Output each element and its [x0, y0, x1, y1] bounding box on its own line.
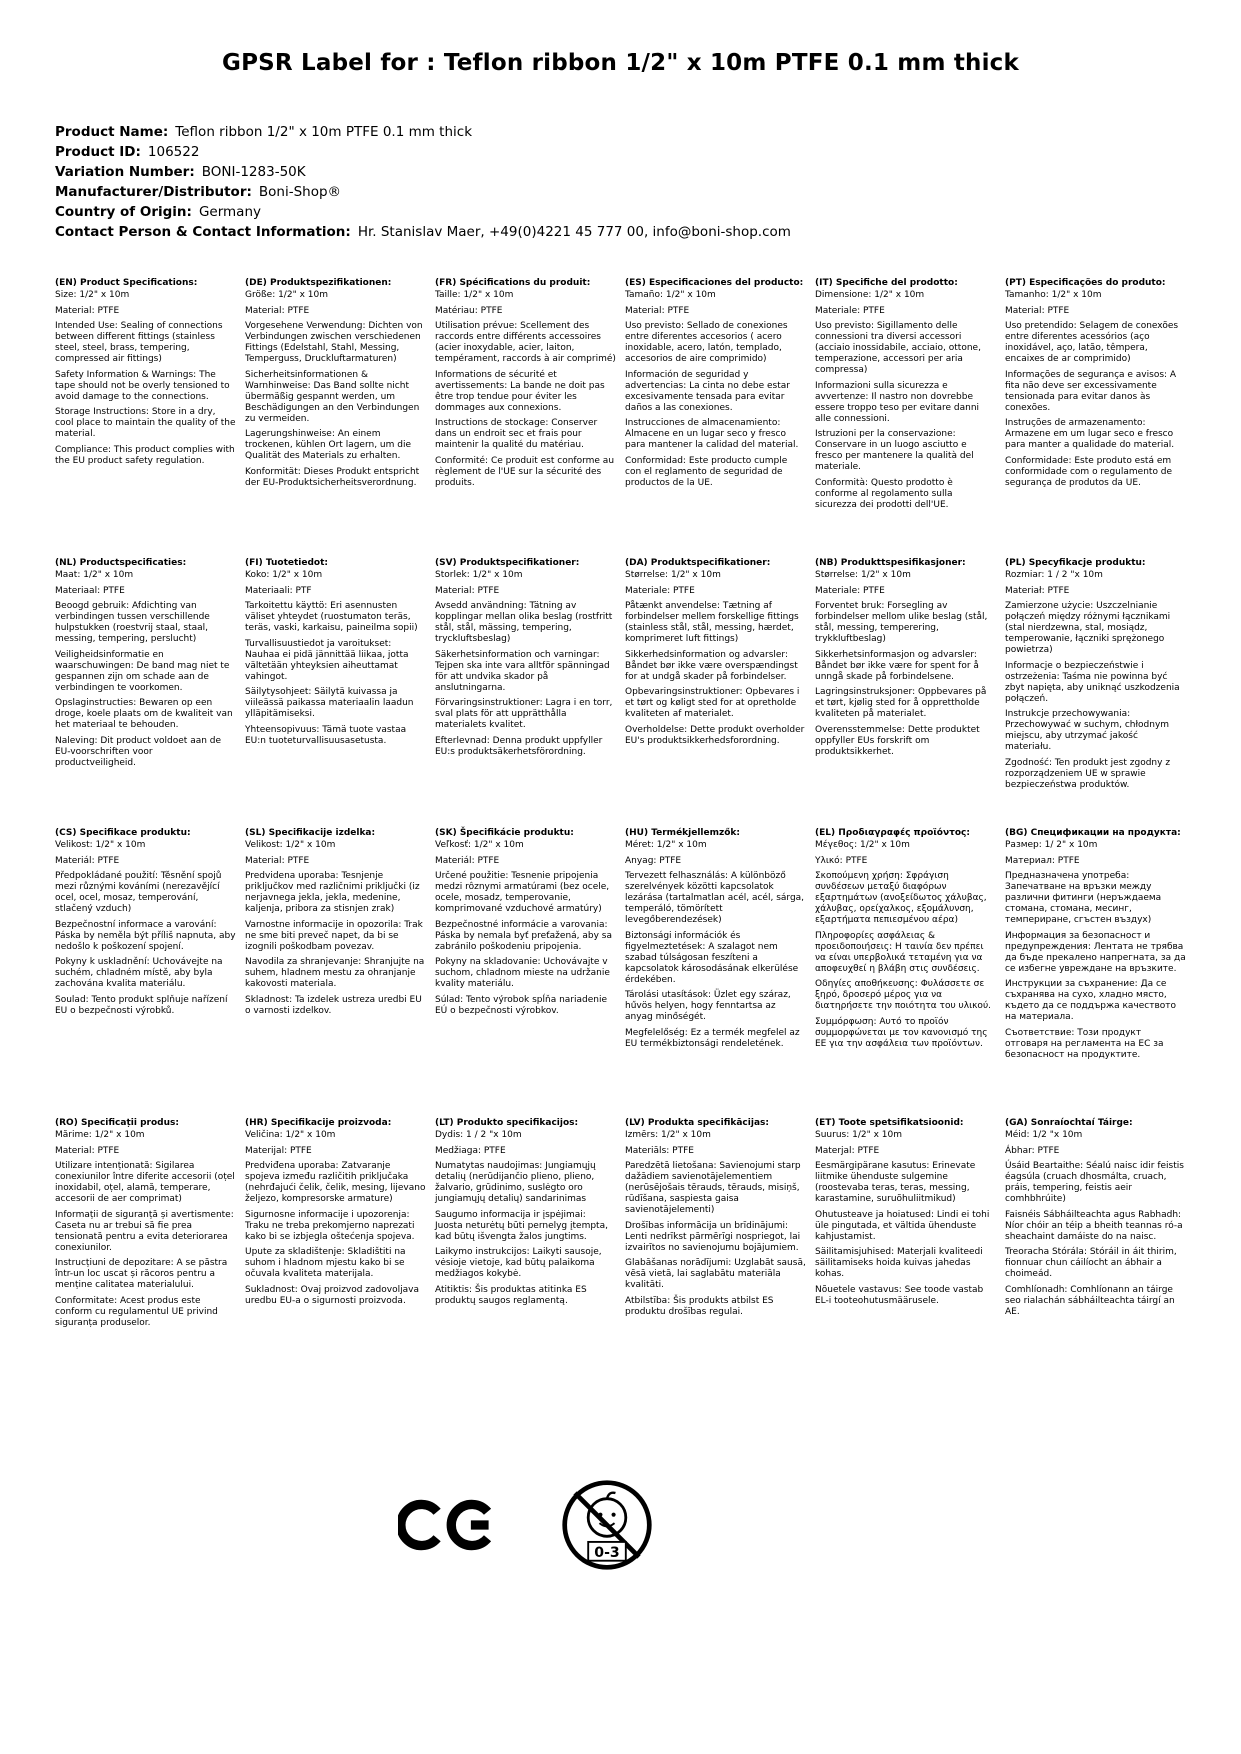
spec-paragraph: Veličina: 1/2" x 10m — [245, 1130, 336, 1140]
spec-paragraph: Méid: 1/2 "x 10m — [1005, 1130, 1083, 1140]
spec-paragraph: Instructions de stockage: Conserver dans un endroit sec et frais pour maintenir la qualité du matériau. — [435, 418, 598, 450]
spec-paragraph: Material: PTFE — [245, 305, 310, 316]
spec-paragraph: Σκοπούμενη χρήση: Σφράγιση συνδέσεων μεταξύ διαφόρων εξαρτημάτων (ανοξείδωτος χάλυβας, χάλυβας, ορείχαλκος, εξομάλυνση, εξαρτήματα πεπιεσμένου αέρα) — [815, 871, 987, 925]
spec-paragraph: Sikkerhetsinformasjon og advarsler: Båndet bør ikke være for spent for å unngå skade på forbindelsene. — [815, 649, 979, 682]
spec-paragraph: Opslaginstructies: Bewaren op een droge, koele plaats om de kwaliteit van het materiaal te behouden. — [55, 698, 233, 730]
spec-paragraph: Veľkosť: 1/2" x 10m — [435, 840, 524, 850]
spec-paragraph: Material: PTFE — [625, 305, 690, 316]
language-section-hr — [245, 1118, 426, 1333]
language-section-lv — [625, 1118, 806, 1333]
language-section-bg — [1005, 828, 1186, 1118]
spec-paragraph: Méret: 1/2" x 10m — [625, 840, 707, 850]
spec-paragraph: Suurus: 1/2" x 10m — [815, 1130, 902, 1140]
language-section-heading: (SV) Produktspecifikationer: — [435, 558, 580, 568]
spec-paragraph: Υλικό: PTFE — [815, 855, 868, 866]
product-info-value: 106522 — [147, 144, 200, 160]
product-info-block — [55, 122, 791, 242]
spec-paragraph: Comhlíonadh: Comhlíonann an táirge seo rialachán sábháilteachta táirgí an AE. — [1005, 1284, 1175, 1317]
product-info-value: Boni-Shop® — [258, 184, 342, 200]
language-section-heading: (DA) Produktspecifikationer: — [625, 558, 771, 568]
spec-paragraph: Eesmärgipärane kasutus: Erinevate liitmike ühenduste sulgemine (roostevaba teras, teras, messing, karastamine, suruõhuliitmikud) — [815, 1161, 976, 1204]
spec-paragraph: Μέγεθος: 1/2" x 10m — [815, 840, 910, 850]
language-section-sk — [435, 828, 616, 1118]
spec-paragraph: Dydis: 1 / 2 "x 10m — [435, 1130, 522, 1140]
product-info-value: Germany — [198, 204, 261, 220]
language-section-heading: (HR) Specifikacije proizvoda: — [245, 1118, 392, 1128]
language-section-heading: (RO) Specificații produs: — [55, 1118, 179, 1128]
spec-paragraph: Soulad: Tento produkt splňuje nařízení EU o bezpečnosti výrobků. — [55, 994, 228, 1016]
spec-paragraph: Instrucciones de almacenamiento: Almacene en un lugar seco y fresco para mantener la calidad del material. — [625, 418, 799, 450]
product-info-label: Country of Origin: — [55, 204, 192, 220]
spec-paragraph: Lagringsinstruksjoner: Oppbevares på et tørt, kjølig sted for å opprettholde kvaliteten på materialet. — [815, 687, 987, 719]
spec-paragraph: Velikost: 1/2" x 10m — [55, 840, 146, 850]
spec-paragraph: Material: PTFE — [55, 305, 120, 316]
language-section-heading: (NL) Productspecificaties: — [55, 558, 187, 568]
language-section-el — [815, 828, 996, 1118]
spec-paragraph: Předpokládané použití: Těsnění spojů mezi různými kováními (nerezavějící ocel, ocel, mosaz, temperování, stlačený vzduch) — [55, 871, 222, 914]
spec-paragraph: Размер: 1/ 2" x 10m — [1005, 840, 1098, 850]
language-section-heading: (PL) Specyfikacje produktu: — [1005, 558, 1146, 568]
language-section-cs — [55, 828, 236, 1118]
spec-paragraph: Biztonsági információk és figyelmeztetések: A szalagot nem szabad túlságosan feszíteni a kapcsolatok károsodásának elkerülése érdekében. — [625, 930, 799, 985]
language-section-ga — [1005, 1118, 1186, 1333]
product-info-value: BONI-1283-50K — [201, 164, 306, 180]
spec-paragraph: Materiāls: PTFE — [625, 1145, 694, 1156]
spec-paragraph: Zamierzone użycie: Uszczelnianie połączeń między różnymi łącznikami (stal nierdzewna, stal, mosiądz, temperowanie, łączniki sprężonego powietrza) — [1005, 601, 1171, 655]
language-section-heading: (GA) Sonraíochtaí Táirge: — [1005, 1118, 1133, 1128]
product-info-row — [55, 182, 791, 202]
language-section-heading: (SK) Špecifikácie produktu: — [435, 828, 574, 838]
spec-paragraph: Laikymo instrukcijos: Laikyti sausoje, vėsioje vietoje, kad būtų palaikoma medžiagos kokybė. — [435, 1247, 602, 1279]
spec-paragraph: Konformität: Dieses Produkt entspricht der EU-Produktsicherheitsverordnung. — [245, 466, 420, 488]
spec-paragraph: Uso previsto: Sigillamento delle connessioni tra diversi accessori (acciaio inossidabile, acciaio, ottone, temperazione, accessori per aria compressa) — [815, 321, 981, 375]
spec-paragraph: Uso previsto: Sellado de conexiones entre diferentes accesorios ( acero inoxidable, acero, latón, templado, accesorios de aire comprimido) — [625, 321, 788, 364]
spec-paragraph: Materijal: PTFE — [245, 1145, 312, 1156]
age-warning-0-3-icon — [560, 1478, 654, 1572]
language-section-heading: (EN) Product Specifications: — [55, 278, 198, 288]
language-section-heading: (BG) Спецификации на продукта: — [1005, 828, 1181, 838]
language-section-nb — [815, 558, 996, 828]
language-section-pt — [1005, 278, 1186, 558]
product-info-row — [55, 222, 791, 242]
language-section-ro — [55, 1118, 236, 1333]
spec-paragraph: Información de seguridad y advertencias: La cinta no debe estar excesivamente tensada para evitar daños a las conexiones. — [625, 369, 790, 413]
spec-paragraph: Säilitamisjuhised: Materjali kvaliteedi säilitamiseks hoida kuivas jahedas kohas. — [815, 1247, 983, 1279]
spec-paragraph: Veiligheidsinformatie en waarschuwingen: De band mag niet te gespannen zijn om schade aan de verbindingen te voorkomen. — [55, 649, 230, 693]
language-section-nl — [55, 558, 236, 828]
spec-paragraph: Predvidena uporaba: Tesnjenje priključkov med različnimi priključki (iz nerjavnega jekla, jekla, medenine, kaljenja, pribora za stisnjen zrak) — [245, 871, 420, 914]
spec-paragraph: Medžiaga: PTFE — [435, 1145, 506, 1156]
product-info-label: Product Name: — [55, 124, 169, 140]
spec-paragraph: Material: PTFE — [55, 1145, 120, 1156]
language-section-da — [625, 558, 806, 828]
spec-paragraph: Materiale: PTFE — [815, 585, 885, 596]
spec-paragraph: Intended Use: Sealing of connections between different fittings (stainless steel, steel, brass, tempering, compressed air fittings) — [55, 321, 223, 364]
spec-paragraph: Material: PTFE — [435, 585, 500, 596]
spec-paragraph: Påtænkt anvendelse: Tætning af forbindelser mellem forskellige fittings (stainless stål, stål, messing, hærdet, komprimeret luft fittings) — [625, 601, 799, 644]
spec-paragraph: Storlek: 1/2" x 10m — [435, 570, 523, 580]
spec-paragraph: Informacje o bezpieczeństwie i ostrzeżenia: Taśma nie powinna być zbyt napięta, aby uniknąć uszkodzenia połączeń. — [1005, 660, 1180, 704]
spec-paragraph: Säkerhetsinformation och varningar: Tejpen ska inte vara alltför spänningad för att undvika skador på anslutningarna. — [435, 649, 610, 693]
spec-paragraph: Nõuetele vastavus: See toode vastab EL-i tooteohutusmäärusele. — [815, 1284, 984, 1306]
language-section-pl — [1005, 558, 1186, 828]
language-section-es — [625, 278, 806, 558]
spec-paragraph: Предназначена употреба: Запечатване на връзки между различни фитинги (неръждаема стомана, стомана, месинг, темпериране, сгъстен въздух) — [1005, 871, 1162, 925]
spec-paragraph: Bezpečnostní informace a varování: Páska by neměla být příliš napnuta, aby nedošlo k poškození spojení. — [55, 919, 236, 952]
spec-paragraph: Størrelse: 1/2" x 10m — [815, 570, 911, 580]
spec-paragraph: Anyag: PTFE — [625, 855, 682, 866]
spec-paragraph: Materiale: PTFE — [815, 305, 885, 316]
spec-paragraph: Informations de sécurité et avertissements: La bande ne doit pas être trop tendue pour éviter les dommages aux connexions. — [435, 369, 605, 413]
spec-paragraph: Opbevaringsinstruktioner: Opbevares i et tørt og køligt sted for at opretholde kvaliteten af materialet. — [625, 687, 800, 719]
spec-paragraph: Predviđena uporaba: Zatvaranje spojeva između različitih priključaka (nehrđajući čelik, čelik, mesing, lijevano željezo, kompresorske armature) — [245, 1161, 426, 1204]
language-section-heading: (ET) Toote spetsifikatsioonid: — [815, 1118, 964, 1128]
spec-paragraph: Koko: 1/2" x 10m — [245, 570, 323, 580]
spec-paragraph: Vorgesehene Verwendung: Dichten von Verbindungen zwischen verschiedenen Fittings (Edelstahl, Stahl, Messing, Temperguss, Druckluftarmaturen) — [245, 321, 423, 364]
spec-paragraph: Overensstemmelse: Dette produktet oppfyller EUs forskrift om produktsikkerhet. — [815, 724, 980, 757]
spec-paragraph: Информация за безопасност и предупреждения: Лентата не трябва да бъде прекалено напрегната, за да се избегне увреждане на връзките. — [1005, 930, 1186, 974]
spec-paragraph: Avsedd användning: Tätning av kopplingar mellan olika beslag (rostfritt stål, stål, mässing, tempering, tryckluftsbeslag) — [435, 601, 613, 644]
spec-paragraph: Matériau: PTFE — [435, 305, 503, 316]
spec-paragraph: Navodila za shranjevanje: Shranjujte na suhem, hladnem mestu za ohranjanje kakovosti materiala. — [245, 957, 425, 989]
spec-paragraph: Efterlevnad: Denna produkt uppfyller EU:s produktsäkerhetsförordning. — [435, 735, 603, 757]
spec-paragraph: Naleving: Dit product voldoet aan de EU-voorschriften voor productveiligheid. — [55, 735, 222, 768]
spec-paragraph: Faisnéis Sábháilteachta agus Rabhadh: Níor chóir an téip a bheith teannas ró-a sheachaint damáiste do na naisc. — [1005, 1209, 1183, 1242]
spec-paragraph: Tamaño: 1/2" x 10m — [625, 290, 716, 300]
spec-paragraph: Paredzētā lietošana: Savienojumi starp dažādiem savienotājelementiem (nerūsējošais tērauds, tērauds, misiņš, rūdīšana, saspiesta gaisa savienotājelementi) — [625, 1161, 801, 1215]
spec-paragraph: Съответствие: Този продукт отговаря на регламента на ЕС за безопасност на продуктите. — [1005, 1027, 1164, 1060]
spec-paragraph: Forventet bruk: Forsegling av forbindelser mellom ulike beslag (stål, stål, messing, temperering, trykkluftbeslag) — [815, 601, 988, 644]
spec-paragraph: Overholdelse: Dette produkt overholder EU's produktsikkerhedsforordning. — [625, 724, 805, 746]
spec-paragraph: Úsáid Beartaithe: Séalú naisc idir feistis éagsúla (cruach dhosmálta, cruach, práis, tempering, feistis aeir comhbhrúite) — [1005, 1161, 1184, 1204]
product-info-row — [55, 122, 791, 142]
spec-paragraph: Izmērs: 1/2" x 10m — [625, 1130, 711, 1140]
spec-paragraph: Materiál: PTFE — [435, 855, 500, 866]
spec-paragraph: Informações de segurança e avisos: A fita não deve ser excessivamente tensionada para evitar danos às conexões. — [1005, 369, 1177, 413]
spec-paragraph: Förvaringsinstruktioner: Lagra i en torr, sval plats för att upprätthålla materialets kvalitet. — [435, 698, 613, 730]
product-info-row — [55, 202, 791, 222]
spec-paragraph: Lagerungshinweise: An einem trockenen, kühlen Ort lagern, um die Qualität des Materials zu erhalten. — [245, 429, 412, 461]
spec-paragraph: Ábhar: PTFE — [1005, 1145, 1060, 1156]
spec-paragraph: Bezpečnostné informácie a varovania: Páska by nemala byť preťažená, aby sa zabránilo poškodeniu pripojenia. — [435, 919, 613, 952]
spec-paragraph: Materjal: PTFE — [815, 1145, 880, 1156]
spec-paragraph: Informații de siguranță și avertismente: Caseta nu ar trebui să fie prea tensionată pentru a evita deteriorarea conexiunilor. — [55, 1209, 234, 1253]
spec-paragraph: Yhteensopivuus: Tämä tuote vastaa EU:n tuoteturvallisuusasetusta. — [245, 724, 407, 746]
language-section-heading: (FI) Tuotetiedot: — [245, 558, 329, 568]
spec-paragraph: Maat: 1/2" x 10m — [55, 570, 134, 580]
language-section-et — [815, 1118, 996, 1333]
label-grid — [55, 278, 1186, 1333]
spec-paragraph: Conformidade: Este produto está em conformidade com o regulamento de segurança de produtos da UE. — [1005, 455, 1173, 488]
language-section-heading: (LT) Produkto specifikacijos: — [435, 1118, 579, 1128]
language-section-heading: (PT) Especificações do produto: — [1005, 278, 1166, 288]
language-section-heading: (ES) Especificaciones del producto: — [625, 278, 804, 288]
spec-paragraph: Safety Information & Warnings: The tape should not be overly tensioned to avoid damage to the connections. — [55, 369, 230, 402]
spec-paragraph: Súlad: Tento výrobok spĺňa nariadenie EÚ o bezpečnosti výrobkov. — [435, 994, 608, 1016]
spec-paragraph: Ohutusteave ja hoiatused: Lindi ei tohi üle pingutada, et vältida ühenduste kahjustamist. — [815, 1209, 990, 1242]
spec-paragraph: Pokyny k uskladnění: Uchovávejte na suchém, chladném místě, aby byla zachována kvalita materiálu. — [55, 957, 223, 989]
spec-paragraph: Uso pretendido: Selagem de conexões entre diferentes acessórios (aço inoxidável, aço, latão, têmpera, encaixes de ar comprimido) — [1005, 321, 1179, 364]
spec-paragraph: Sicherheitsinformationen & Warnhinweise: Das Band sollte nicht übermäßig gespannt werden, um Beschädigungen an den Verbindungen zu vermeiden. — [245, 369, 420, 424]
spec-paragraph: Saugumo informacija ir įspėjimai: Juosta neturėtų būti pernelyg įtempta, kad būtų išvengta žalos jungtims. — [435, 1209, 608, 1242]
product-info-value: Hr. Stanislav Maer, +49(0)4221 45 777 00, info@boni-shop.com — [357, 224, 791, 240]
product-info-label: Variation Number: — [55, 164, 195, 180]
language-section-fr — [435, 278, 616, 558]
spec-paragraph: Sigurnosne informacije i upozorenja: Traku ne treba prekomjerno naprezati kako bi se izbjegla oštećenja spojeva. — [245, 1209, 415, 1242]
spec-paragraph: Dimensione: 1/2" x 10m — [815, 290, 925, 300]
spec-paragraph: Skladnost: Ta izdelek ustreza uredbi EU o varnosti izdelkov. — [245, 994, 422, 1016]
spec-paragraph: Materiaal: PTFE — [55, 585, 125, 596]
spec-paragraph: Glabāšanas norādījumi: Uzglabāt sausā, vēsā vietā, lai saglabātu materiāla kvalitāti. — [625, 1258, 806, 1290]
language-section-heading: (FR) Spécifications du produit: — [435, 278, 591, 288]
spec-paragraph: Instrucțiuni de depozitare: A se păstra într-un loc uscat și răcoros pentru a menține calitatea materialului. — [55, 1258, 228, 1290]
spec-paragraph: Sukladnost: Ovaj proizvod zadovoljava uredbu EU-a o sigurnosti proizvoda. — [245, 1284, 419, 1306]
spec-paragraph: Material: PTFE — [245, 855, 310, 866]
language-section-sl — [245, 828, 426, 1118]
product-info-row — [55, 162, 791, 182]
spec-paragraph: Tamanho: 1/2" x 10m — [1005, 290, 1102, 300]
language-section-heading: (HU) Termékjellemzők: — [625, 828, 741, 838]
language-section-en — [55, 278, 236, 558]
product-info-label: Contact Person & Contact Information: — [55, 224, 351, 240]
spec-paragraph: Istruzioni per la conservazione: Conservare in un luogo asciutto e fresco per mantenere la qualità del materiale. — [815, 429, 974, 472]
spec-paragraph: Numatytas naudojimas: Jungiamųjų detalių (nerūdijančio plieno, plieno, žalvario, grūdinimo, suslėgto oro jungiamųjų detalių) sandarinimas — [435, 1161, 596, 1204]
product-info-label: Product ID: — [55, 144, 141, 160]
spec-paragraph: Size: 1/2" x 10m — [55, 290, 130, 300]
spec-paragraph: Größe: 1/2" x 10m — [245, 290, 328, 300]
spec-paragraph: Beoogd gebruik: Afdichting van verbindingen tussen verschillende hulpstukken (roestvrij staal, staal, messing, tempering, perslucht) — [55, 601, 210, 644]
spec-paragraph: Varnostne informacije in opozorila: Trak ne sme biti preveč napet, da bi se izognili poškodbam povezav. — [245, 919, 423, 952]
spec-paragraph: Säilytysohjeet: Säilytä kuivassa ja viileässä paikassa materiaalin laadun ylläpitämiseksi. — [245, 687, 414, 719]
language-section-sv — [435, 558, 616, 828]
spec-paragraph: Συμμόρφωση: Αυτό το προϊόν συμμορφώνεται με τον κανονισμό της ΕΕ για την ασφάλεια των προϊόντων. — [815, 1016, 988, 1049]
product-info-label: Manufacturer/Distributor: — [55, 184, 252, 200]
spec-paragraph: Drošības informācija un brīdinājumi: Lenti nedrīkst pārmērīgi nospriegot, lai izvairītos no savienojumu bojājumiem. — [625, 1220, 801, 1253]
spec-paragraph: Οδηγίες αποθήκευσης: Φυλάσσετε σε ξηρό, δροσερό μέρος για να διατηρήσετε την ποιότητα του υλικού. — [815, 979, 992, 1011]
language-section-heading: (IT) Specifiche del prodotto: — [815, 278, 958, 288]
spec-paragraph: Určené použitie: Tesnenie pripojenia medzi rôznymi armatúrami (bez ocele, ocele, mosadz, temperovanie, komprimované vzduchové armatúry) — [435, 871, 610, 914]
page-title: GPSR Label for : Teflon ribbon 1/2" x 10m PTFE 0.1 mm thick — [221, 50, 1020, 76]
spec-paragraph: Conformidad: Este producto cumple con el reglamento de seguridad de productos de la UE. — [625, 455, 788, 488]
spec-paragraph: Instruções de armazenamento: Armazene em um lugar seco e fresco para manter a qualidade do material. — [1005, 418, 1175, 450]
language-section-lt — [435, 1118, 616, 1333]
spec-paragraph: Mărime: 1/2" x 10m — [55, 1130, 145, 1140]
spec-paragraph: Инструкции за съхранение: Да се съхранява на сухо, хладно място, където да се поддържа качеството на материала. — [1005, 979, 1177, 1022]
spec-paragraph: Zgodność: Ten produkt jest zgodny z rozporządzeniem UE w sprawie bezpieczeństwa produktów. — [1005, 757, 1171, 790]
language-section-heading: (EL) Προδιαγραφές προϊόντος: — [815, 828, 970, 838]
language-section-heading: (SL) Specifikacije izdelka: — [245, 828, 376, 838]
spec-paragraph: Sikkerhedsinformation og advarsler: Båndet bør ikke være overspændingst for at undgå skader på forbindelser. — [625, 649, 798, 682]
language-section-heading: (LV) Produkta specifikācijas: — [625, 1118, 769, 1128]
spec-paragraph: Conformitate: Acest produs este conform cu regulamentul UE privind siguranța produselor. — [55, 1295, 218, 1328]
spec-paragraph: Taille: 1/2" x 10m — [435, 290, 514, 300]
spec-paragraph: Материал: PTFE — [1005, 855, 1080, 866]
spec-paragraph: Utilisation prévue: Scellement des raccords entre différents accessoires (acier inoxydable, acier, laiton, tempérament, raccords à air comprimé) — [435, 321, 616, 364]
spec-paragraph: Tárolási utasítások: Üzlet egy száraz, hűvös helyen, hogy fenntartsa az anyag minőségét. — [625, 990, 791, 1022]
spec-paragraph: Atbilstība: Šis produkts atbilst ES produktu drošības regulai. — [625, 1295, 774, 1317]
language-section-heading: (DE) Produktspezifikationen: — [245, 278, 392, 288]
spec-paragraph: Turvallisuustiedot ja varoitukset: Nauhaa ei pidä jännittää liikaa, jotta vältetään yhteyksien aiheuttamat vahingot. — [245, 638, 409, 682]
spec-paragraph: Pokyny na skladovanie: Uchovávajte v suchom, chladnom mieste na udržanie kvality materiálu. — [435, 957, 610, 989]
spec-paragraph: Storage Instructions: Store in a dry, cool place to maintain the quality of the material. — [55, 407, 236, 439]
spec-paragraph: Megfelelőség: Ez a termék megfelel az EU termékbiztonsági rendeletének. — [625, 1027, 800, 1049]
spec-paragraph: Tervezett felhasználás: A különböző szerelvények közötti kapcsolatok lezárása (tartalmatlan acél, acél, sárga, temperáló, tömörített levegőberendezések) — [625, 871, 805, 925]
language-section-fi — [245, 558, 426, 828]
language-section-de — [245, 278, 426, 558]
ce-mark-icon — [398, 1497, 498, 1553]
spec-paragraph: Instrukcje przechowywania: Przechowywać w suchym, chłodnym miejscu, aby utrzymać jakość materiału. — [1005, 709, 1170, 752]
spec-paragraph: Conformité: Ce produit est conforme au règlement de l'UE sur la sécurité des produits. — [435, 455, 615, 488]
spec-paragraph: Compliance: This product complies with the EU product safety regulation. — [55, 444, 235, 466]
age-warning-label: 0-3 — [594, 1544, 620, 1561]
spec-paragraph: Πληροφορίες ασφάλειας & προειδοποιήσεις: Η ταινία δεν πρέπει να είναι υπερβολικά τεταμένη για να αποφευχθεί η βλάβη στις συνδέσεις. — [815, 930, 984, 974]
spec-paragraph: Velikost: 1/2" x 10m — [245, 840, 336, 850]
spec-paragraph: Rozmiar: 1 / 2 "x 10m — [1005, 570, 1103, 580]
spec-paragraph: Treoracha Stórála: Stóráil in áit thirim, fionnuar chun cáilíocht an ábhair a choimeád. — [1005, 1247, 1177, 1279]
spec-paragraph: Materiale: PTFE — [625, 585, 695, 596]
language-section-hu — [625, 828, 806, 1118]
language-section-heading: (NB) Produkttspesifikasjoner: — [815, 558, 966, 568]
spec-paragraph: Materiál: PTFE — [55, 855, 120, 866]
product-info-value: Teflon ribbon 1/2" x 10m PTFE 0.1 mm thick — [175, 124, 473, 140]
spec-paragraph: Upute za skladištenje: Skladištiti na suhom i hladnom mjestu kako bi se očuvala kvaliteta materijala. — [245, 1247, 406, 1279]
footer-icons — [398, 1478, 654, 1572]
spec-paragraph: Utilizare intenționată: Sigilarea conexiunilor între diferite accesorii (oțel inoxidabil, oțel, alamă, temperare, accesorii de aer comprimat) — [55, 1161, 235, 1204]
product-info-row — [55, 142, 791, 162]
spec-paragraph: Atitiktis: Šis produktas atitinka ES produktų saugos reglamentą. — [435, 1284, 587, 1306]
spec-paragraph: Conformità: Questo prodotto è conforme al regolamento sulla sicurezza dei prodotti dell'UE. — [815, 477, 953, 510]
language-section-it — [815, 278, 996, 558]
spec-paragraph: Tarkoitettu käyttö: Eri asennusten väliset yhteydet (ruostumaton teräs, teräs, vaski, karkaisu, paineilma sopii) — [245, 601, 418, 633]
spec-paragraph: Materiaali: PTF — [245, 585, 312, 596]
language-section-heading: (CS) Specifikace produktu: — [55, 828, 191, 838]
spec-paragraph: Material: PTFE — [1005, 305, 1070, 316]
spec-paragraph: Størrelse: 1/2" x 10m — [625, 570, 721, 580]
spec-paragraph: Materiał: PTFE — [1005, 585, 1070, 596]
spec-paragraph: Informazioni sulla sicurezza e avvertenze: Il nastro non dovrebbe essere troppo teso per evitare danni alle connessioni. — [815, 380, 980, 424]
